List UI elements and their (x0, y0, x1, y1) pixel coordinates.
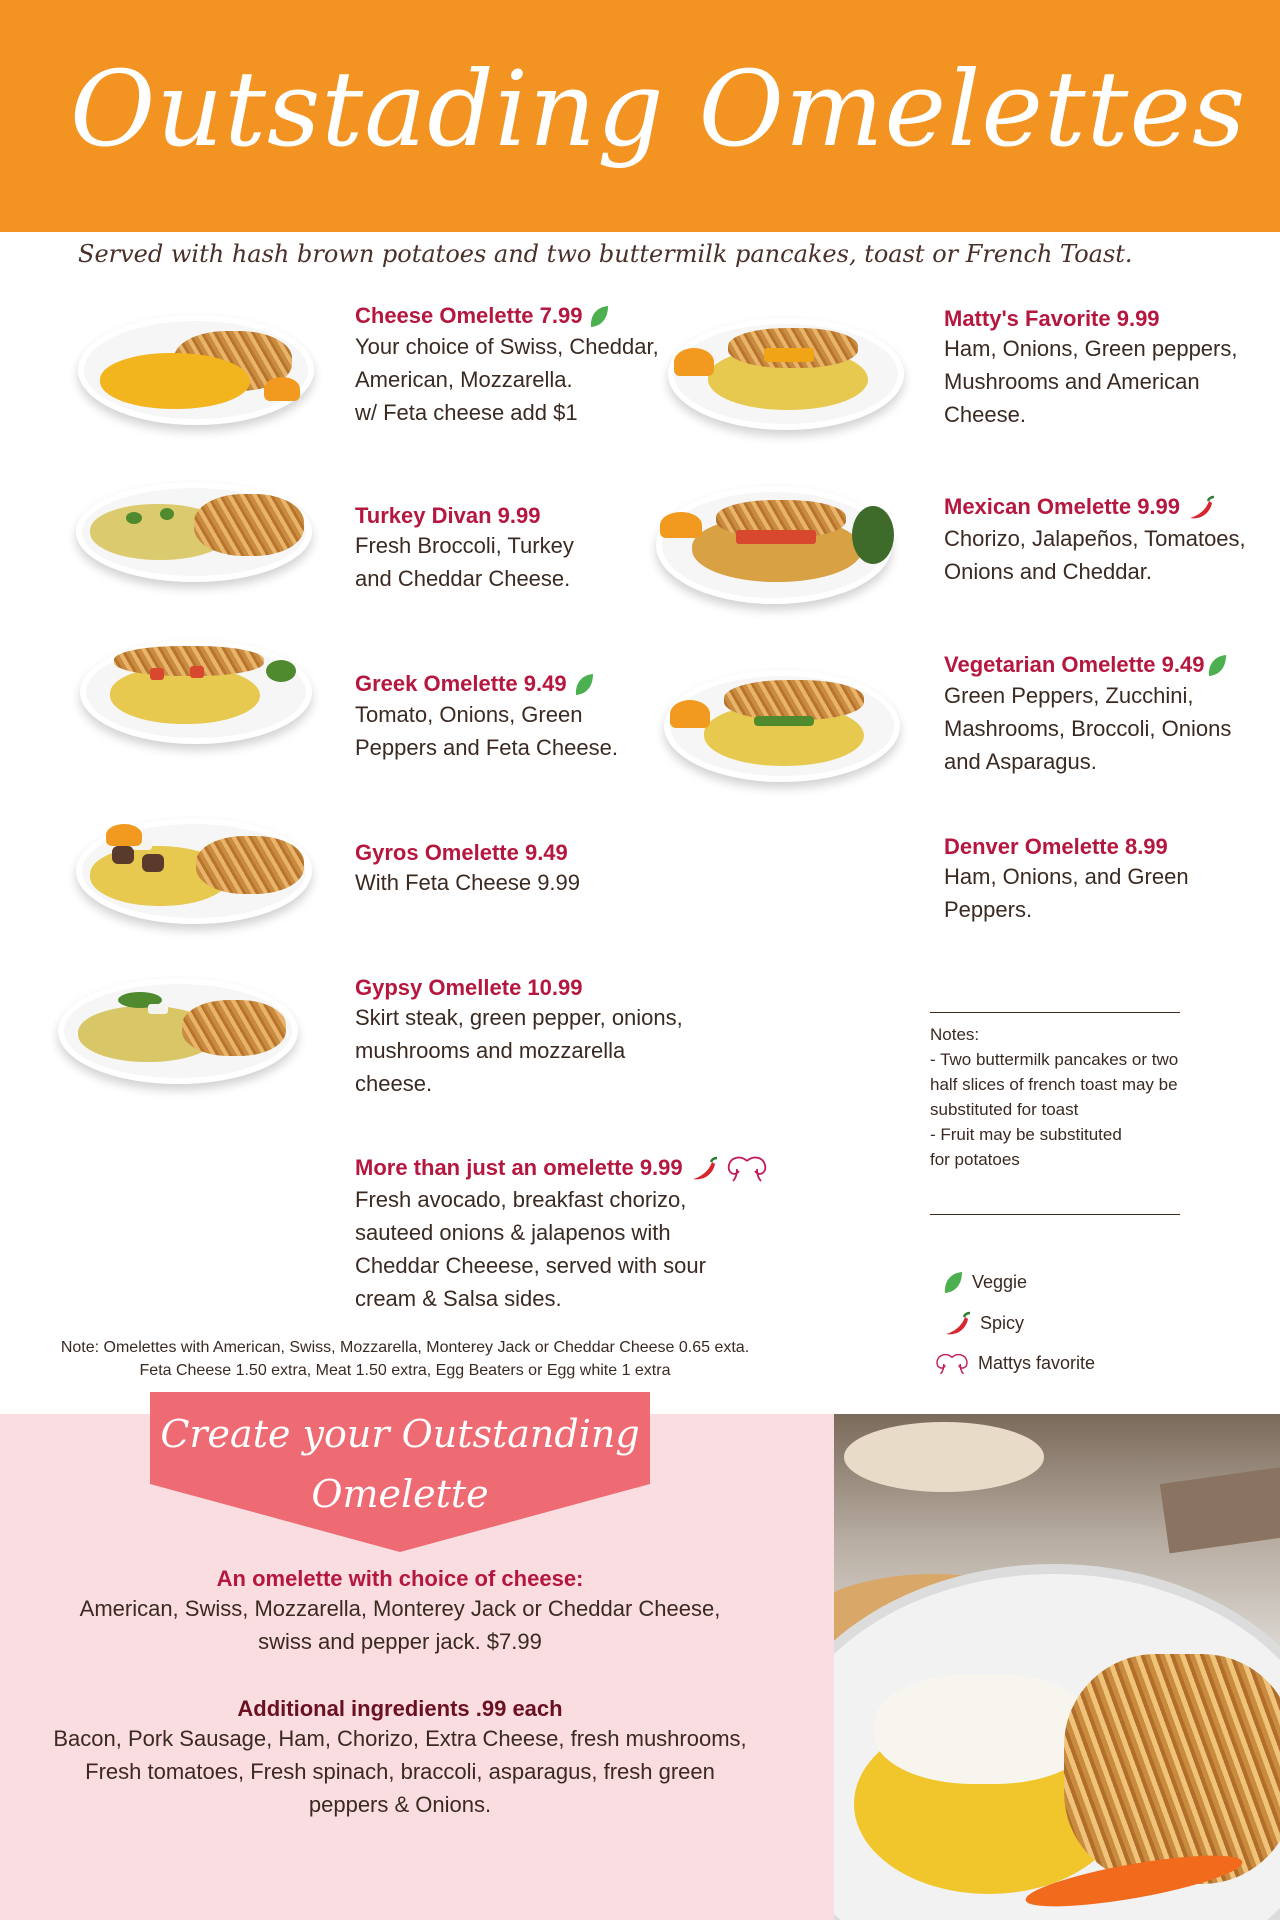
legend-label: Mattys favorite (978, 1352, 1096, 1373)
item-name: More than just an omelette 9.99 (355, 1155, 683, 1180)
leaf-icon (588, 304, 610, 330)
leaf-icon (573, 672, 595, 698)
item-name: Cheese Omelette 7.99 (355, 303, 583, 328)
cheese-omelette-photo (78, 315, 314, 425)
menu-item-gyros-omelette (355, 840, 685, 899)
chili-icon (942, 1310, 972, 1338)
item-description: Fresh Broccoli, Turkey and Cheddar Cheese. (355, 533, 574, 591)
cheese-choice-heading: An omelette with choice of cheese: (216, 1566, 584, 1591)
item-name: Denver Omelette 8.99 (944, 834, 1168, 859)
item-name: Gyros Omelette 9.49 (355, 840, 568, 865)
legend-spicy (942, 1310, 1024, 1338)
page-subtitle: Served with hash brown potatoes and two buttermilk pancakes, toast or French Toast. (78, 240, 1133, 268)
menu-item-mattys-favorite (944, 306, 1274, 431)
menu-item-gypsy-omelette (355, 975, 735, 1100)
menu-item-mexican-omelette (944, 494, 1274, 588)
omelette-photo (834, 1414, 1280, 1920)
item-description: Skirt steak, green pepper, onions, mushrooms and mozzarella cheese. (355, 1005, 683, 1096)
chili-icon (689, 1155, 719, 1183)
greek-omelette-photo (80, 640, 312, 744)
leaf-icon (1206, 653, 1228, 679)
legend-mattys-favorite (934, 1352, 1095, 1376)
item-description: Tomato, Onions, Green Peppers and Feta Cheese. (355, 702, 618, 761)
turkey-divan-photo (76, 482, 312, 582)
additional-ingredients-block (40, 1696, 760, 1821)
legend-label: Spicy (980, 1312, 1025, 1333)
mattys-favorite-photo (668, 318, 904, 430)
vegetarian-omelette-photo (664, 670, 900, 782)
mustache-icon (934, 1352, 970, 1376)
item-description: With Feta Cheese 9.99 (355, 870, 581, 895)
legend-veggie (942, 1270, 1027, 1296)
leaf-icon (942, 1270, 964, 1296)
menu-item-denver-omelette (944, 834, 1274, 926)
notes-divider-top (930, 1012, 1180, 1013)
extras-footnote: Note: Omelettes with American, Swiss, Mozzarella, Monterey Jack or Cheddar Cheese 0.65 exta. Feta Cheese 1.50 extra, Meat 1.50 extra, Egg Beaters or Egg white 1 extra (60, 1339, 750, 1379)
menu-item-more-than-omelette (355, 1155, 755, 1315)
item-name: Mexican Omelette 9.99 (944, 494, 1181, 519)
gyros-omelette-photo (76, 818, 312, 924)
item-name: Gypsy Omellete 10.99 (355, 975, 583, 1000)
additional-ingredients-text: Bacon, Pork Sausage, Ham, Chorizo, Extra Cheese, fresh mushrooms, Fresh tomatoes, Fresh spinach, braccoli, asparagus, fresh green peppers & Onions. (53, 1726, 747, 1817)
notes-block: Notes: - Two buttermilk pancakes or two half slices of french toast may be substituted for toast - Fruit may be substituted for potatoes (930, 1025, 1179, 1169)
menu-item-cheese-omelette (355, 303, 685, 429)
create-banner-title: Create your Outstanding Omelette (160, 1412, 640, 1516)
menu-item-vegetarian-omelette (944, 652, 1274, 778)
item-description: Your choice of Swiss, Cheddar, American, Mozzarella. w/ Feta cheese add $1 (355, 334, 659, 426)
item-description: Fresh avocado, breakfast chorizo, sauteed onions & jalapenos with Cheddar Cheeese, served with sour cream & Salsa sides. (355, 1187, 706, 1312)
cheese-choice-block (40, 1566, 760, 1658)
cheese-choice-text: American, Swiss, Mozzarella, Monterey Jack or Cheddar Cheese, swiss and pepper jack. $7.99 (79, 1596, 721, 1654)
item-name: Greek Omelette 9.49 (355, 671, 567, 696)
legend-label: Veggie (972, 1271, 1028, 1292)
item-description: Green Peppers, Zucchini, Mashrooms, Broccoli, Onions and Asparagus. (944, 683, 1232, 775)
gypsy-omelette-photo (58, 978, 298, 1084)
item-description: Ham, Onions, Green peppers, Mushrooms and American Cheese. (944, 336, 1238, 427)
menu-item-greek-omelette (355, 671, 685, 764)
item-name: Matty's Favorite 9.99 (944, 306, 1160, 331)
additional-ingredients-heading: Additional ingredients .99 each (237, 1696, 563, 1721)
menu-item-turkey-divan (355, 503, 685, 595)
item-name: Vegetarian Omelette 9.49 (944, 652, 1205, 677)
chili-icon (1186, 494, 1216, 522)
item-description: Ham, Onions, and Green Peppers. (944, 864, 1189, 922)
mexican-omelette-photo (656, 486, 892, 604)
mustache-icon (725, 1155, 769, 1183)
item-description: Chorizo, Jalapeños, Tomatoes, Onions and Cheddar. (944, 526, 1246, 585)
item-name: Turkey Divan 9.99 (355, 503, 541, 528)
page-title: Outstading Omelettes (70, 48, 1247, 170)
notes-divider-bottom (930, 1214, 1180, 1215)
